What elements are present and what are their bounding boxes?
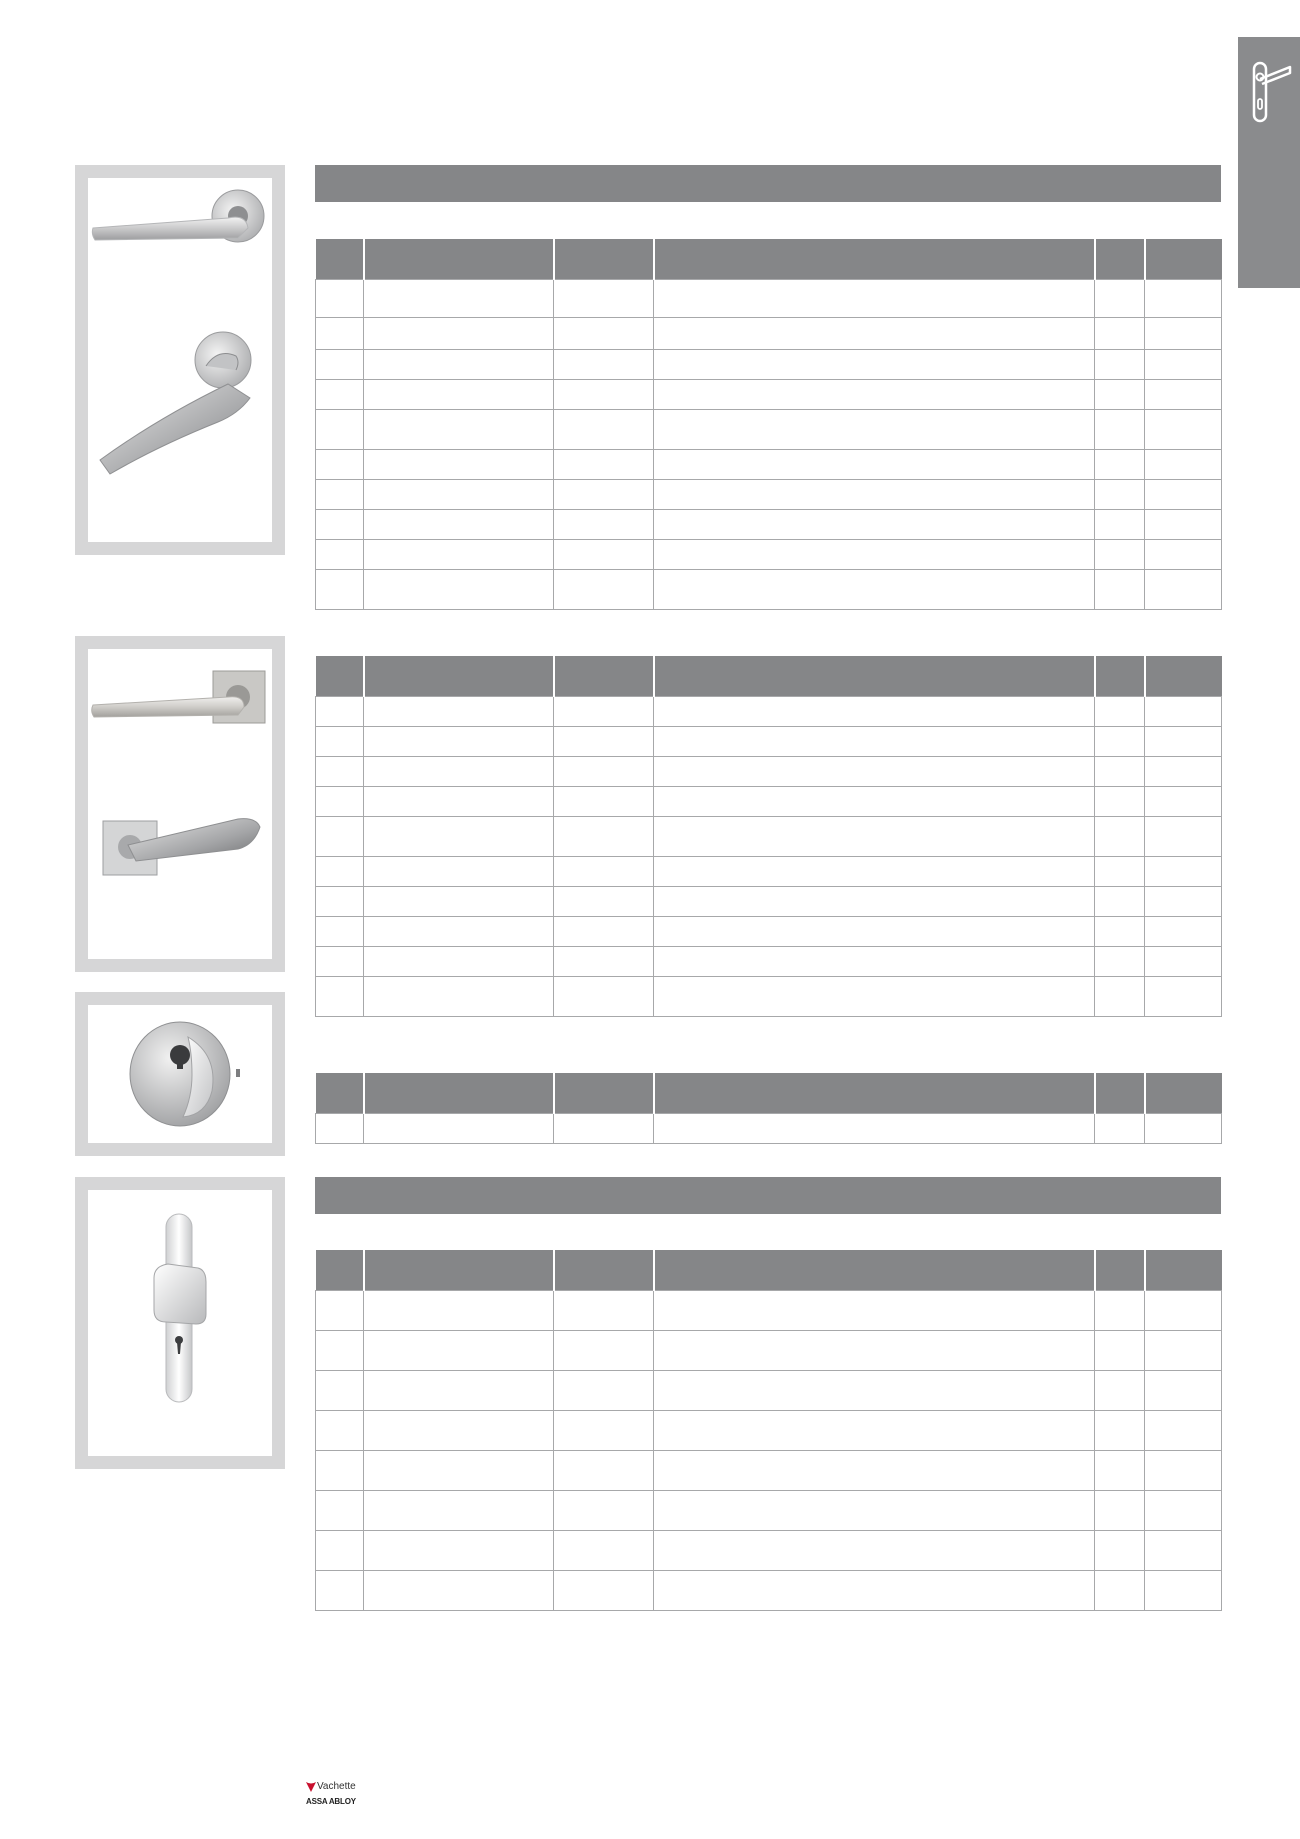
table-row [316, 787, 1222, 817]
table-row [316, 1571, 1222, 1611]
table-cell [554, 757, 654, 787]
table-cell [554, 318, 654, 350]
table-cell [1095, 350, 1145, 380]
table-cell [1095, 757, 1145, 787]
table-cell [1095, 917, 1145, 947]
table-cell [654, 1331, 1095, 1371]
table-cell [316, 757, 364, 787]
table-row [316, 570, 1222, 610]
table-cell [654, 1114, 1095, 1144]
table-row [316, 947, 1222, 977]
table-cell [1095, 510, 1145, 540]
table-cell [554, 1411, 654, 1451]
table-cell [554, 410, 654, 450]
table-cell [1095, 1491, 1145, 1531]
table-cell [1095, 817, 1145, 857]
photo-frame-long-plate-handle [75, 1177, 285, 1469]
table-cell [1145, 380, 1222, 410]
table-cell [1145, 410, 1222, 450]
table-cell [654, 1411, 1095, 1451]
table-header-cell [1145, 1250, 1222, 1291]
table-cell [1095, 947, 1145, 977]
table-header-cell [364, 1250, 554, 1291]
table-header-row [316, 1073, 1222, 1114]
table-cell [654, 570, 1095, 610]
spec-table-2 [315, 656, 1222, 1017]
table-row [316, 410, 1222, 450]
table-cell [654, 1451, 1095, 1491]
table-cell [316, 1451, 364, 1491]
table-cell [364, 757, 554, 787]
photo-frame-round-rose-lever [75, 165, 285, 555]
table-header-cell [1095, 656, 1145, 697]
table-row [316, 450, 1222, 480]
table-cell [316, 1114, 364, 1144]
table-cell [1145, 1371, 1222, 1411]
table-cell [364, 1571, 554, 1611]
table-cell [364, 727, 554, 757]
table-cell [316, 280, 364, 318]
table-cell [1095, 570, 1145, 610]
table-header-cell [316, 656, 364, 697]
table-cell [1145, 817, 1222, 857]
table-cell [1145, 1291, 1222, 1331]
table-cell [554, 1531, 654, 1571]
table-cell [364, 947, 554, 977]
table-cell [364, 917, 554, 947]
table-row [316, 697, 1222, 727]
table-cell [654, 1531, 1095, 1571]
table-cell [316, 1411, 364, 1451]
table-cell [654, 380, 1095, 410]
table-row [316, 857, 1222, 887]
table-cell [1145, 757, 1222, 787]
table-row [316, 510, 1222, 540]
table-header-row [316, 656, 1222, 697]
table-cell [1095, 540, 1145, 570]
table-cell [364, 787, 554, 817]
table-header-cell [1095, 1250, 1145, 1291]
table-cell [554, 857, 654, 887]
table-cell [654, 510, 1095, 540]
table-header-cell [554, 656, 654, 697]
table-cell [316, 857, 364, 887]
table-cell [1145, 510, 1222, 540]
table-cell [364, 318, 554, 350]
table-cell [316, 977, 364, 1017]
long-plate-handle-image [88, 1190, 272, 1456]
table-row [316, 917, 1222, 947]
table-cell [316, 1331, 364, 1371]
table-cell [1145, 1114, 1222, 1144]
table-header-cell [316, 1250, 364, 1291]
table-header-cell [554, 239, 654, 280]
table-cell [1095, 1291, 1145, 1331]
table-cell [316, 570, 364, 610]
vachette-v-mark-icon [305, 1781, 317, 1793]
logo-brand-text: Vachette [317, 1781, 356, 1792]
table-cell [1145, 977, 1222, 1017]
section-title-band-2 [315, 1177, 1221, 1214]
table-header-cell [554, 1073, 654, 1114]
table-cell [654, 350, 1095, 380]
table-cell [654, 697, 1095, 727]
table-cell [554, 1571, 654, 1611]
table-cell [364, 1291, 554, 1331]
table-cell [316, 1531, 364, 1571]
table-cell [554, 1491, 654, 1531]
table-cell [1095, 480, 1145, 510]
table-row [316, 1291, 1222, 1331]
table-cell [554, 887, 654, 917]
table-cell [1095, 977, 1145, 1017]
table-cell [554, 947, 654, 977]
table-cell [1145, 540, 1222, 570]
table-cell [1095, 727, 1145, 757]
table-row [316, 817, 1222, 857]
table-row [316, 350, 1222, 380]
table-cell [316, 1291, 364, 1331]
table-cell [1095, 887, 1145, 917]
table-cell [554, 350, 654, 380]
table-row [316, 1451, 1222, 1491]
table-header-cell [316, 1073, 364, 1114]
table-row [316, 1491, 1222, 1531]
table-cell [316, 480, 364, 510]
table-cell [554, 787, 654, 817]
table-cell [1145, 917, 1222, 947]
table-header-cell [364, 239, 554, 280]
table-cell [316, 410, 364, 450]
table-cell [316, 450, 364, 480]
table-cell [554, 1331, 654, 1371]
table-cell [364, 350, 554, 380]
table-cell [1145, 350, 1222, 380]
table-header-cell [1145, 656, 1222, 697]
table-cell [554, 917, 654, 947]
table-cell [554, 977, 654, 1017]
table-cell [316, 887, 364, 917]
table-header-cell [1095, 239, 1145, 280]
table-cell [1145, 480, 1222, 510]
table-cell [364, 1451, 554, 1491]
table-cell [364, 410, 554, 450]
table-cell [316, 1571, 364, 1611]
table-cell [654, 450, 1095, 480]
table-cell [1145, 570, 1222, 610]
table-cell [1145, 727, 1222, 757]
table-row [316, 318, 1222, 350]
table-cell [1095, 787, 1145, 817]
table-row [316, 280, 1222, 318]
table-cell [364, 1114, 554, 1144]
table-header-cell [654, 239, 1095, 280]
table-cell [316, 540, 364, 570]
table-cell [1095, 1531, 1145, 1571]
logo-group-text: ASSA ABLOY [306, 1797, 356, 1806]
table-cell [554, 817, 654, 857]
table-cell [654, 787, 1095, 817]
table-cell [1145, 697, 1222, 727]
table-header-cell [316, 239, 364, 280]
cylinder-escutcheon-image [88, 1005, 272, 1143]
table-cell [1095, 1331, 1145, 1371]
table-cell [1145, 887, 1222, 917]
table-cell [1145, 947, 1222, 977]
table-cell [1145, 450, 1222, 480]
table-cell [316, 1371, 364, 1411]
table-cell [654, 480, 1095, 510]
table-cell [364, 280, 554, 318]
table-cell [316, 947, 364, 977]
table-cell [1095, 1411, 1145, 1451]
table-cell [1145, 1331, 1222, 1371]
table-header-cell [1145, 1073, 1222, 1114]
table-cell [1095, 1571, 1145, 1611]
table-cell [654, 857, 1095, 887]
table-cell [654, 917, 1095, 947]
table-row [316, 977, 1222, 1017]
table-cell [554, 1114, 654, 1144]
table-cell [654, 540, 1095, 570]
table-cell [1095, 1371, 1145, 1411]
table-header-cell [364, 1073, 554, 1114]
table-cell [554, 540, 654, 570]
spec-table-4 [315, 1250, 1222, 1611]
table-cell [364, 510, 554, 540]
table-cell [554, 280, 654, 318]
table-cell [1095, 380, 1145, 410]
table-cell [554, 1291, 654, 1331]
table-cell [1145, 280, 1222, 318]
table-cell [364, 1371, 554, 1411]
table-cell [1145, 318, 1222, 350]
table-row [316, 1531, 1222, 1571]
table-cell [654, 817, 1095, 857]
table-cell [1145, 1531, 1222, 1571]
table-cell [1145, 1411, 1222, 1451]
table-cell [1095, 410, 1145, 450]
table-cell [1095, 318, 1145, 350]
square-rose-lever-handle-image [88, 649, 272, 959]
table-header-cell [654, 656, 1095, 697]
table-cell [554, 510, 654, 540]
table-cell [554, 570, 654, 610]
table-cell [554, 450, 654, 480]
spec-table-3 [315, 1073, 1222, 1144]
table-cell [654, 318, 1095, 350]
table-cell [316, 697, 364, 727]
table-row [316, 757, 1222, 787]
table-cell [554, 1451, 654, 1491]
table-header-row [316, 239, 1222, 280]
table-cell [316, 1491, 364, 1531]
table-cell [554, 380, 654, 410]
table-cell [364, 697, 554, 727]
section-side-tab[interactable] [1238, 37, 1300, 288]
table-cell [316, 917, 364, 947]
table-cell [654, 1491, 1095, 1531]
table-cell [364, 450, 554, 480]
table-cell [1095, 1114, 1145, 1144]
table-cell [654, 757, 1095, 787]
section-title-band-1 [315, 165, 1221, 202]
table-cell [1145, 1491, 1222, 1531]
table-cell [364, 1491, 554, 1531]
table-row [316, 1114, 1222, 1144]
table-cell [364, 480, 554, 510]
round-rose-lever-handle-image [88, 178, 272, 542]
table-cell [554, 1371, 654, 1411]
table-cell [654, 280, 1095, 318]
table-cell [654, 1371, 1095, 1411]
table-cell [316, 318, 364, 350]
table-row [316, 1371, 1222, 1411]
table-cell [1095, 280, 1145, 318]
table-header-row [316, 1250, 1222, 1291]
table-cell [364, 977, 554, 1017]
lever-handle-plate-icon [1246, 57, 1294, 127]
table-cell [1145, 857, 1222, 887]
table-row [316, 540, 1222, 570]
table-header-cell [1095, 1073, 1145, 1114]
table-header-cell [554, 1250, 654, 1291]
photo-frame-square-rose-lever [75, 636, 285, 972]
table-cell [654, 887, 1095, 917]
table-cell [654, 947, 1095, 977]
table-cell [654, 410, 1095, 450]
table-cell [1145, 1451, 1222, 1491]
table-cell [654, 977, 1095, 1017]
table-cell [364, 887, 554, 917]
table-cell [316, 510, 364, 540]
table-cell [554, 727, 654, 757]
table-cell [1145, 787, 1222, 817]
table-cell [364, 380, 554, 410]
photo-frame-cylinder-escutcheon [75, 992, 285, 1156]
table-header-cell [654, 1250, 1095, 1291]
table-cell [364, 1331, 554, 1371]
table-cell [316, 350, 364, 380]
table-header-cell [654, 1073, 1095, 1114]
table-cell [654, 1571, 1095, 1611]
table-cell [554, 697, 654, 727]
table-row [316, 480, 1222, 510]
table-cell [654, 1291, 1095, 1331]
table-row [316, 380, 1222, 410]
table-cell [654, 727, 1095, 757]
table-header-cell [364, 656, 554, 697]
table-row [316, 1331, 1222, 1371]
table-cell [364, 1411, 554, 1451]
table-cell [1145, 1571, 1222, 1611]
table-cell [316, 817, 364, 857]
table-cell [554, 480, 654, 510]
table-cell [316, 727, 364, 757]
table-row [316, 1411, 1222, 1451]
table-cell [1095, 450, 1145, 480]
vachette-logo [305, 1780, 375, 1816]
table-row [316, 727, 1222, 757]
table-cell [364, 1531, 554, 1571]
table-cell [1095, 857, 1145, 887]
table-cell [364, 570, 554, 610]
spec-table-1 [315, 239, 1222, 610]
table-cell [316, 380, 364, 410]
table-cell [364, 857, 554, 887]
table-cell [316, 787, 364, 817]
table-row [316, 887, 1222, 917]
table-header-cell [1145, 239, 1222, 280]
table-cell [364, 817, 554, 857]
table-cell [1095, 697, 1145, 727]
table-cell [1095, 1451, 1145, 1491]
table-cell [364, 540, 554, 570]
